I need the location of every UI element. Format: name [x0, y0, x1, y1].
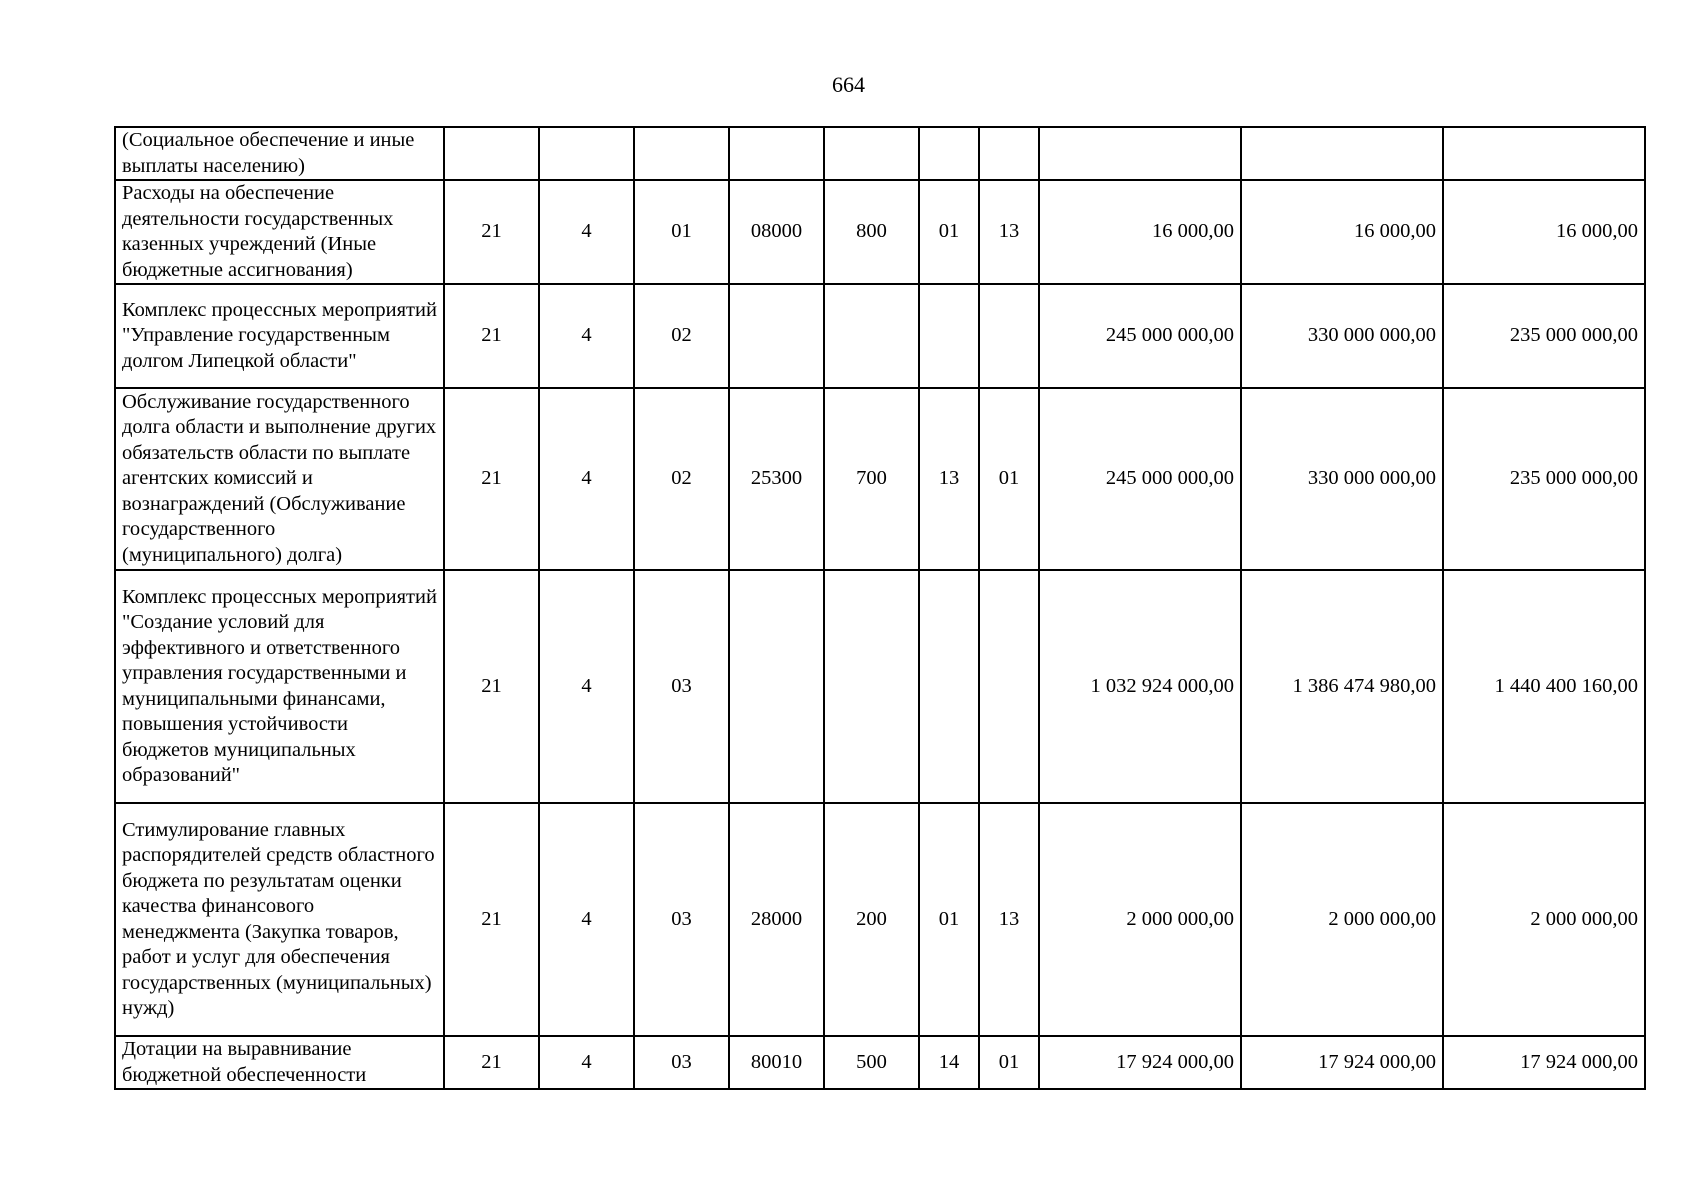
subsection-code [979, 570, 1039, 803]
section-code: 13 [919, 388, 979, 570]
program-code [444, 127, 539, 180]
table-row [115, 284, 1645, 388]
subsection-code: 13 [979, 803, 1039, 1036]
program-code: 21 [444, 803, 539, 1036]
amount-year-1 [1039, 127, 1241, 180]
amount-year-3: 235 000 000,00 [1443, 284, 1645, 388]
structural-element: 02 [634, 388, 729, 570]
row-name: (Социальное обеспечение и иные выплаты населению) [115, 127, 444, 180]
expense-direction: 28000 [729, 803, 824, 1036]
expense-direction [729, 127, 824, 180]
program-code: 21 [444, 570, 539, 803]
amount-year-2: 330 000 000,00 [1241, 284, 1443, 388]
table-row [115, 388, 1645, 570]
row-name: Дотации на выравнивание бюджетной обеспеченности [115, 1036, 444, 1089]
section-code: 01 [919, 803, 979, 1036]
amount-year-1: 245 000 000,00 [1039, 388, 1241, 570]
section-code: 01 [919, 180, 979, 284]
subsection-code [979, 127, 1039, 180]
amount-year-1: 17 924 000,00 [1039, 1036, 1241, 1089]
structural-element: 02 [634, 284, 729, 388]
subprogram-type: 4 [539, 570, 634, 803]
amount-year-3: 1 440 400 160,00 [1443, 570, 1645, 803]
row-name: Расходы на обеспечение деятельности государственных казенных учреждений (Иные бюджетные ассигнования) [115, 180, 444, 284]
program-code: 21 [444, 284, 539, 388]
expense-type [824, 284, 919, 388]
subprogram-type: 4 [539, 803, 634, 1036]
subprogram-type: 4 [539, 1036, 634, 1089]
amount-year-1: 16 000,00 [1039, 180, 1241, 284]
amount-year-2: 1 386 474 980,00 [1241, 570, 1443, 803]
subprogram-type: 4 [539, 388, 634, 570]
row-name: Стимулирование главных распорядителей средств областного бюджета по результатам оценки качества финансового менеджмента (Закупка товаров, работ и услуг для обеспечения государственных (муниципальных) нужд) [115, 803, 444, 1036]
amount-year-2 [1241, 127, 1443, 180]
page-number: 664 [832, 72, 865, 97]
row-name: Комплекс процессных мероприятий "Управление государственным долгом Липецкой области" [115, 284, 444, 388]
section-code [919, 127, 979, 180]
subsection-code: 01 [979, 1036, 1039, 1089]
table-row [115, 803, 1645, 1036]
budget-table [114, 126, 1646, 1090]
table-row [115, 1036, 1645, 1089]
amount-year-2: 16 000,00 [1241, 180, 1443, 284]
table-row [115, 570, 1645, 803]
expense-type [824, 570, 919, 803]
program-code: 21 [444, 388, 539, 570]
structural-element [634, 127, 729, 180]
amount-year-3 [1443, 127, 1645, 180]
amount-year-1: 2 000 000,00 [1039, 803, 1241, 1036]
subprogram-type [539, 127, 634, 180]
amount-year-3: 2 000 000,00 [1443, 803, 1645, 1036]
subprogram-type: 4 [539, 284, 634, 388]
expense-direction: 80010 [729, 1036, 824, 1089]
table-row [115, 180, 1645, 284]
amount-year-3: 17 924 000,00 [1443, 1036, 1645, 1089]
subprogram-type: 4 [539, 180, 634, 284]
row-name: Обслуживание государственного долга области и выполнение других обязательств области по выплате агентских комиссий и вознаграждений (Обслуживание государственного (муниципального) долга) [115, 388, 444, 570]
subsection-code: 01 [979, 388, 1039, 570]
amount-year-3: 235 000 000,00 [1443, 388, 1645, 570]
amount-year-2: 2 000 000,00 [1241, 803, 1443, 1036]
subsection-code: 13 [979, 180, 1039, 284]
program-code: 21 [444, 1036, 539, 1089]
expense-type: 700 [824, 388, 919, 570]
expense-type: 500 [824, 1036, 919, 1089]
program-code: 21 [444, 180, 539, 284]
amount-year-1: 245 000 000,00 [1039, 284, 1241, 388]
amount-year-3: 16 000,00 [1443, 180, 1645, 284]
row-name: Комплекс процессных мероприятий "Создание условий для эффективного и ответственного управления государственными и муниципальными финансами, повышения устойчивости бюджетов муниципальных образований" [115, 570, 444, 803]
amount-year-2: 17 924 000,00 [1241, 1036, 1443, 1089]
expense-type [824, 127, 919, 180]
structural-element: 01 [634, 180, 729, 284]
structural-element: 03 [634, 803, 729, 1036]
section-code [919, 284, 979, 388]
expense-direction: 25300 [729, 388, 824, 570]
structural-element: 03 [634, 1036, 729, 1089]
expense-type: 200 [824, 803, 919, 1036]
section-code [919, 570, 979, 803]
section-code: 14 [919, 1036, 979, 1089]
amount-year-2: 330 000 000,00 [1241, 388, 1443, 570]
structural-element: 03 [634, 570, 729, 803]
amount-year-1: 1 032 924 000,00 [1039, 570, 1241, 803]
expense-direction [729, 284, 824, 388]
expense-direction [729, 570, 824, 803]
table-row [115, 127, 1645, 180]
expense-type: 800 [824, 180, 919, 284]
expense-direction: 08000 [729, 180, 824, 284]
subsection-code [979, 284, 1039, 388]
